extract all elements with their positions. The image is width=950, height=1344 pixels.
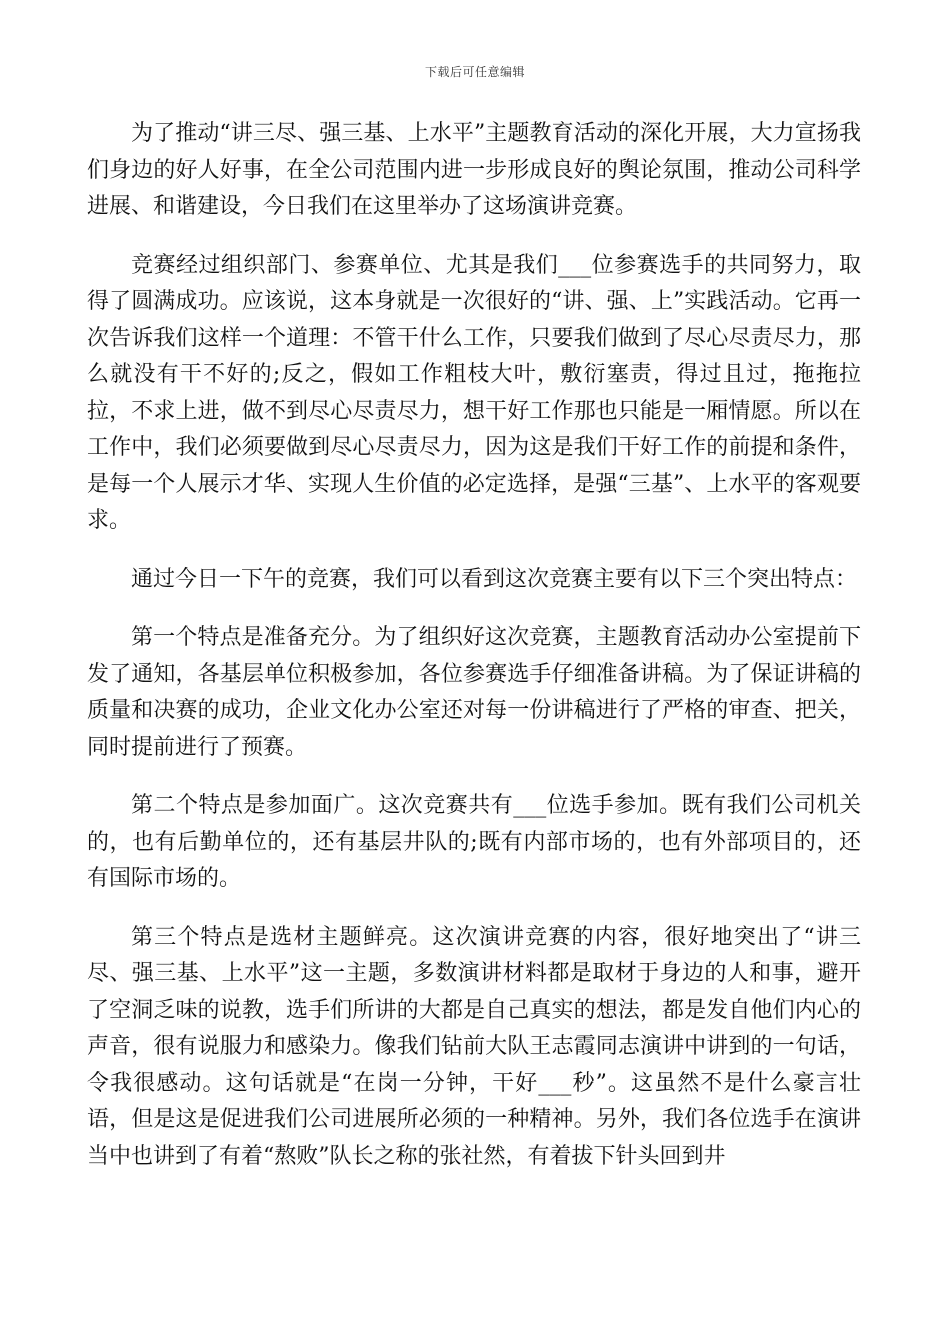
page-header: 下载后可任意编辑 <box>424 65 525 79</box>
paragraph-feature-two: 第二个特点是参加面广。这次竞赛共有___位选手参加。既有我们公司机关的，也有后勤单位的，还有基层井队的;既有内部市场的，也有外部项目的，还有国际市场的。 <box>87 793 861 891</box>
paragraph-features-intro: 通过今日一下午的竞赛，我们可以看到这次竞赛主要有以下三个突出特点： <box>131 566 858 592</box>
paragraph-feature-three: 第三个特点是选材主题鲜亮。这次演讲竞赛的内容，很好地突出了“讲三尽、强三基、上水平”这一主题，多数演讲材料都是取材于身边的人和事，避开了空洞乏味的说教，选手们所讲的大都是自己真实的想法，都是发自他们内心的声音，很有说服力和感染力。像我们钻前大队王志霞同志演讲中讲到的一句话，令我很感动。这句话就是“在岗一分钟，干好___秒”。这虽然不是什么豪言壮语，但是这是促进我们公司进展所必须的一种精神。另外，我们各位选手在演讲当中也讲到了有着“熬败”队长之称的张社然，有着拔下针头回到井 <box>87 924 861 1169</box>
paragraph-intro: 为了推动“讲三尽、强三基、上水平”主题教育活动的深化开展，大力宣扬我们身边的好人好事，在全公司范围内进一步形成良好的舆论氛围，推动公司科学进展、和谐建设，今日我们在这里举办了这场演讲竞赛。 <box>87 121 861 219</box>
document-body <box>87 116 861 1197</box>
paragraph-feature-one: 第一个特点是准备充分。为了组织好这次竞赛，主题教育活动办公室提前下发了通知，各基层单位积极参加，各位参赛选手仔细准备讲稿。为了保证讲稿的质量和决赛的成功，企业文化办公室还对每一份讲稿进行了严格的审查、把关，同时提前进行了预赛。 <box>87 625 861 760</box>
paragraph-competition-result: 竞赛经过组织部门、参赛单位、尤其是我们___位参赛选手的共同努力，取得了圆满成功。应该说，这本身就是一次很好的“讲、强、上”实践活动。它再一次告诉我们这样一个道理：不管干什么工作，只要我们做到了尽心尽责尽力，那么就没有干不好的;反之，假如工作粗枝大叶，敷衍塞责，得过且过，拖拖拉拉，不求上进，做不到尽心尽责尽力，想干好工作那也只能是一厢情愿。所以在工作中，我们必须要做到尽心尽责尽力，因为这是我们干好工作的前提和条件，是每一个人展示才华、实现人生价值的必定选择，是强“三基”、上水平的客观要求。 <box>87 252 861 533</box>
